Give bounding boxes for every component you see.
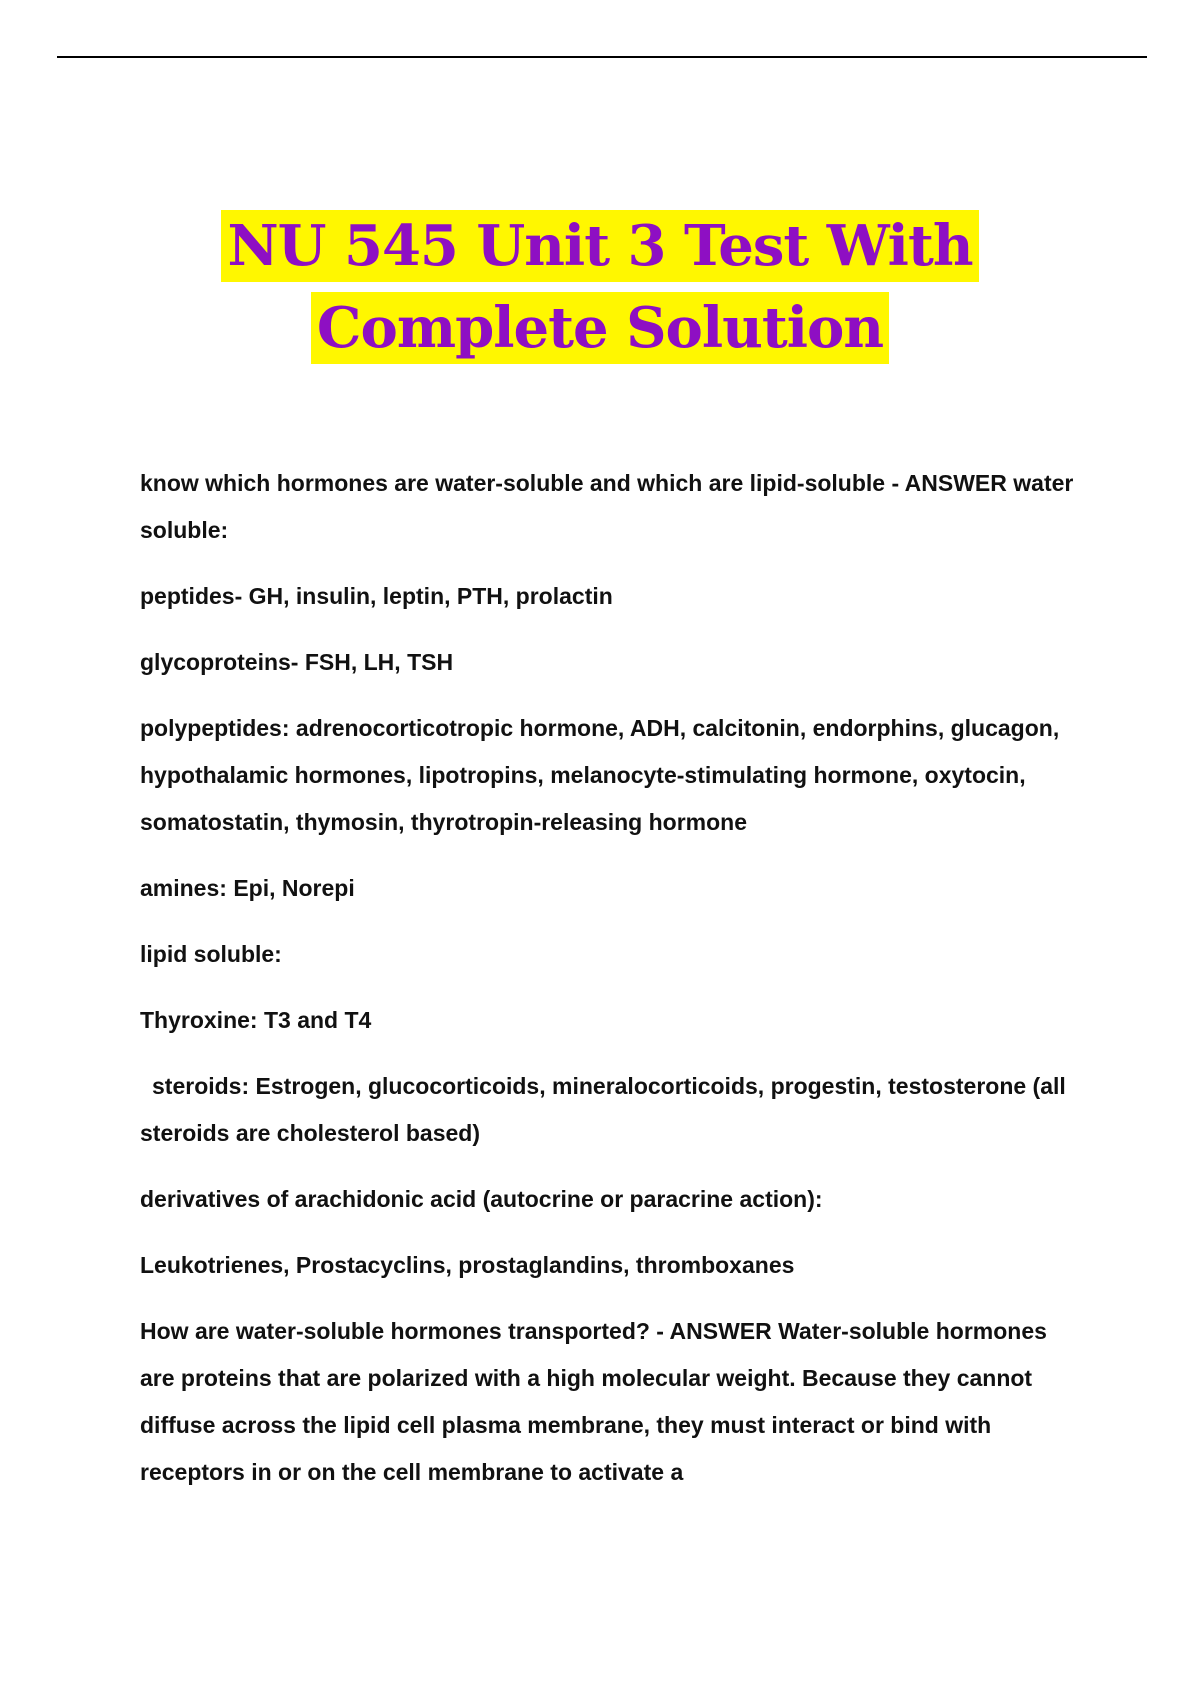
paragraph-question-1: know which hormones are water-soluble and which are lipid-soluble - ANSWER water soluble: [140,470,1074,543]
title-line-1: NU 545 Unit 3 Test With [221,210,978,282]
header-rule [57,56,1147,58]
paragraph-question-2: How are water-soluble hormones transported? - ANSWER Water-soluble hormones are proteins that are polarized with a high molecular weight. Because they cannot diffuse across the lipid cell plasma membrane, they must interact or bind with receptors in or on the cell membrane to activate a [140,1318,1047,1485]
paragraph-thyroxine: Thyroxine: T3 and T4 [140,1007,372,1033]
paragraph-arachidonic-derivatives: derivatives of arachidonic acid (autocrine or paracrine action): [140,1186,823,1212]
paragraph-amines: amines: Epi, Norepi [140,875,355,901]
document-body [140,460,1080,1515]
paragraph-polypeptides: polypeptides: adrenocorticotropic hormone, ADH, calcitonin, endorphins, glucagon, hypothalamic hormones, lipotropins, melanocyte-stimulating hormone, oxytocin, somatostatin, thymosin, thyrotropin-releasing hormone [140,715,1060,835]
paragraph-peptides: peptides- GH, insulin, leptin, PTH, prolactin [140,583,613,609]
paragraph-steroids: steroids: Estrogen, glucocorticoids, mineralocorticoids, progestin, testosterone (all steroids are cholesterol based) [140,1073,1066,1146]
paragraph-glycoproteins: glycoproteins- FSH, LH, TSH [140,649,454,675]
document-title [0,210,1200,364]
paragraph-leukotrienes: Leukotrienes, Prostacyclins, prostaglandins, thromboxanes [140,1252,795,1278]
title-line-2: Complete Solution [311,292,889,364]
paragraph-lipid-soluble: lipid soluble: [140,941,282,967]
